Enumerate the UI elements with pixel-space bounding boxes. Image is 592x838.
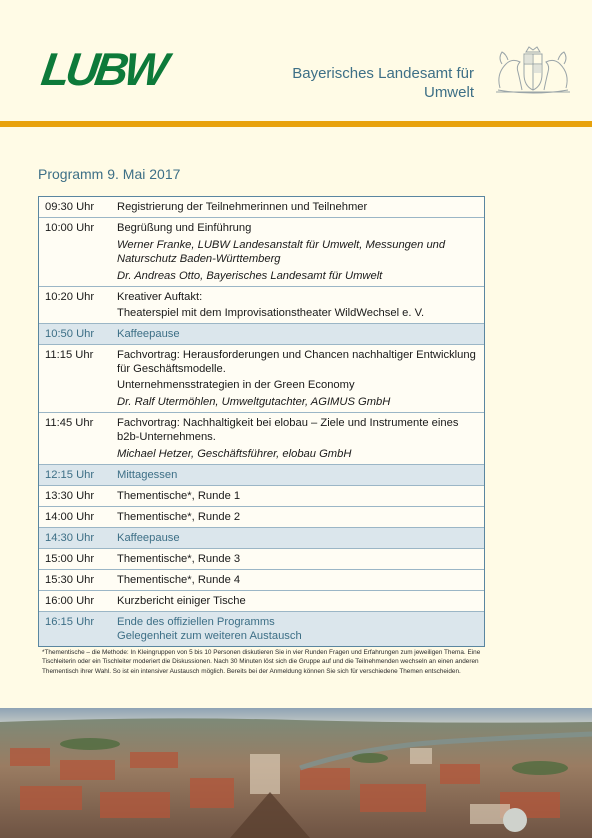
bavarian-coat-of-arms-icon [488,42,578,98]
schedule-content [117,221,484,283]
schedule-row [39,507,484,528]
schedule-time: 11:15 Uhr [45,349,94,361]
lubw-logo: LUBW [38,43,168,95]
schedule-time: 13:30 Uhr [45,490,95,502]
schedule-row [39,287,484,324]
schedule-time: 12:15 Uhr [45,469,95,481]
schedule-content [117,531,484,545]
schedule-item-text: Theaterspiel mit dem Improvisationstheater WildWechsel e. V. [117,307,425,319]
schedule-item-text: Registrierung der Teilnehmerinnen und Teilnehmer [117,201,368,213]
agency-name-line1: Bayerisches Landesamt für [292,65,474,82]
schedule-item-text: Gelegenheit zum weiteren Austausch [117,630,302,642]
schedule-row [39,413,484,465]
city-panorama-image [0,708,592,838]
schedule-item-text: Thementische*, Runde 1 [117,490,241,502]
schedule-time: 15:30 Uhr [45,574,95,586]
schedule-time: 09:30 Uhr [45,201,95,213]
schedule-item-text: Kreativer Auftakt: [117,291,203,303]
schedule-item-text: Kurzbericht einiger Tische [117,595,246,607]
schedule-row [39,197,484,218]
schedule-item-text: Kaffeepause [117,328,180,340]
schedule-item-text: Thementische*, Runde 2 [117,511,241,523]
speaker-name: Dr. Ralf Utermöhlen, Umweltgutachter, AGIMUS GmbH [117,396,391,408]
schedule-content [117,573,484,587]
schedule-item-text: Fachvortrag: Herausforderungen und Chancen nachhaltiger Entwicklung für Geschäftsmodelle. [117,349,476,375]
speaker-name: Dr. Andreas Otto, Bayerisches Landesamt für Umwelt [117,270,383,282]
schedule-item-text: Ende des offiziellen Programms [117,616,275,628]
schedule-content [117,200,484,214]
schedule-content [117,416,484,461]
schedule-time: 15:00 Uhr [45,553,95,565]
schedule-row [39,345,484,413]
program-title: Programm 9. Mai 2017 [38,166,181,182]
schedule-item-text: Begrüßung und Einführung [117,222,252,234]
schedule-content [117,510,484,524]
schedule-row-break [39,612,484,646]
schedule-item-text: Unternehmensstrategien in der Green Economy [117,379,355,391]
agency-name [292,64,474,102]
schedule-time: 16:15 Uhr [45,616,95,628]
schedule-time: 14:30 Uhr [45,532,95,544]
schedule-row [39,591,484,612]
schedule-row-break [39,465,484,486]
schedule-row [39,570,484,591]
schedule-item-text: Kaffeepause [117,532,180,544]
agency-name-line2: Umwelt [423,84,474,101]
schedule-item-text: Fachvortrag: Nachhaltigkeit bei elobau – Ziele und Instrumente eines b2b-Unternehmens. [117,417,459,443]
header-divider [0,121,592,127]
thementische-footnote: *Thementische – die Methode: In Kleingruppen von 5 bis 10 Personen diskutieren Sie in vier Runden Fragen und Erfahrungen zum jeweiligen Thema. Eine Tischleiterin oder ein Tischleiter moderiert die Diskussionen. Nach 30 Minuten löst sich die Gruppe auf und die Teilnehmenden wechseln an einen anderen Thementisch ihrer Wahl. So ist ein intensiver Austausch möglich. Bereits bei der Anmeldung können Sie sich für verschiedene Themen entscheiden. [42,649,481,675]
schedule-row-break [39,528,484,549]
schedule-item-text: Thementische*, Runde 4 [117,574,241,586]
schedule-time: 11:45 Uhr [45,417,94,429]
schedule-content [117,552,484,566]
schedule-time: 10:20 Uhr [45,291,95,303]
schedule-content [117,594,484,608]
speaker-name: Werner Franke, LUBW Landesanstalt für Umwelt, Messungen und Naturschutz Baden-Württemberg [117,239,446,265]
schedule-content [117,489,484,503]
schedule-content [117,468,484,482]
schedule-content [117,615,484,643]
schedule-time: 10:50 Uhr [45,328,95,340]
schedule-row-break [39,324,484,345]
schedule-time: 10:00 Uhr [45,222,95,234]
schedule-content [117,327,484,341]
schedule-content [117,348,484,409]
schedule-time: 16:00 Uhr [45,595,95,607]
schedule-row [39,486,484,507]
schedule-item-text: Mittagessen [117,469,178,481]
schedule-time: 14:00 Uhr [45,511,95,523]
schedule-row [39,549,484,570]
schedule-content [117,290,484,320]
schedule-table [38,196,485,647]
schedule-item-text: Thementische*, Runde 3 [117,553,241,565]
schedule-row [39,218,484,287]
speaker-name: Michael Hetzer, Geschäftsführer, elobau GmbH [117,448,352,460]
